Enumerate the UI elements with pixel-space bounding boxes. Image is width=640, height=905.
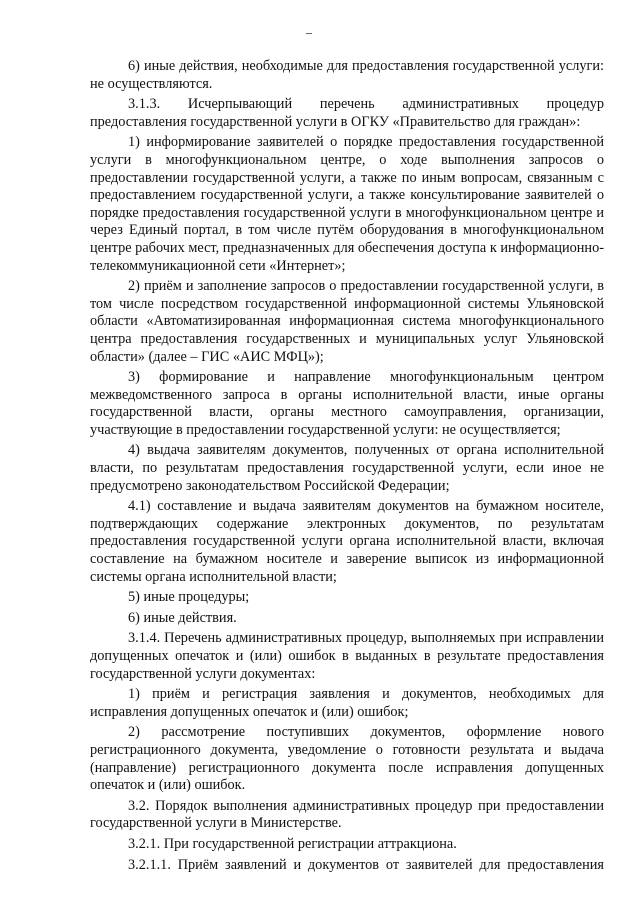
paragraph-3-2-1-heading: 3.2.1. При государственной регистрации аттракциона. xyxy=(128,835,457,852)
paragraph-item-6-other-actions: 6) иные действия. xyxy=(128,609,237,626)
paragraph-item-1-informing: 1) информирование заявителей о порядке предоставления государственной услуги в многофункциональном центре, о ходе выполнения запросов о предоставлении государственной услуги, а также по иным вопросам, связанным с предоставлением государственной услуги, а также консультирование заявителей о порядке предоставления государственной услуги в многофункциональном центре и через Единый портал, в том числе путём оборудования в многофункциональном центре рабочих мест, предназначенных для обеспечения доступа к информационно-телекоммуникационной сети «Интернет»; xyxy=(90,134,604,274)
page-top-mark xyxy=(306,33,312,34)
paragraph-item-2-requests: 2) приём и заполнение запросов о предоставлении государственной услуги, в том числе посредством государственной информационной системы Ульяновской области «Автоматизированная информационная система многофункционального центра предоставления государственных и муниципальных услуг Ульяновской области» (далее – ГИС «АИС МФЦ»); xyxy=(90,278,604,365)
document-body xyxy=(90,58,604,877)
paragraph-item-6-actions: 6) иные действия, необходимые для предоставления государственной услуги: не осуществляются. xyxy=(90,58,604,92)
paragraph-item-4-1-paper: 4.1) составление и выдача заявителям документов на бумажном носителе, подтверждающих содержание электронных документов, по результатам предоставления государственной услуги органа исполнительной власти, включая составление на бумажном носителе и заверение выписок из информационной системы органа исполнительной власти; xyxy=(90,498,604,585)
paragraph-3-1-4-heading: 3.1.4. Перечень административных процедур, выполняемых при исправлении допущенных опечаток и (или) ошибок в выданных в результате предоставления государственной услуги документах: xyxy=(90,630,604,682)
paragraph-item-3-interagency: 3) формирование и направление многофункциональным центром межведомственного запроса в органы исполнительной власти, иные органы государственной власти, органы местного самоуправления, организации, участвующие в предоставлении государственной услуги: не осуществляется; xyxy=(90,369,604,438)
paragraph-correction-item-2: 2) рассмотрение поступивших документов, оформление нового регистрационного документа, уведомление о готовности результата и выдача (направление) регистрационного документа после исправления допущенных опечаток и (или) ошибок. xyxy=(90,724,604,794)
paragraph-correction-item-1: 1) приём и регистрация заявления и документов, необходимых для исправления допущенных опечаток и (или) ошибок; xyxy=(90,686,604,720)
paragraph-3-2-heading: 3.2. Порядок выполнения административных процедур при предоставлении государственной услуги в Министерстве. xyxy=(90,797,604,832)
paragraph-3-1-3-heading: 3.1.3. Исчерпывающий перечень административных процедур предоставления государственной услуги в ОГКУ «Правительство для граждан»: xyxy=(90,96,604,130)
paragraph-item-4-issuance: 4) выдача заявителям документов, полученных от органа исполнительной власти, по результатам предоставления государственной услуги, если иное не предусмотрено законодательством Российской Федерации; xyxy=(90,442,604,494)
paragraph-3-2-1-1-heading: 3.2.1.1. Приём заявлений и документов от заявителей для предоставления xyxy=(128,856,604,873)
paragraph-item-5-other-procedures: 5) иные процедуры; xyxy=(128,589,250,606)
